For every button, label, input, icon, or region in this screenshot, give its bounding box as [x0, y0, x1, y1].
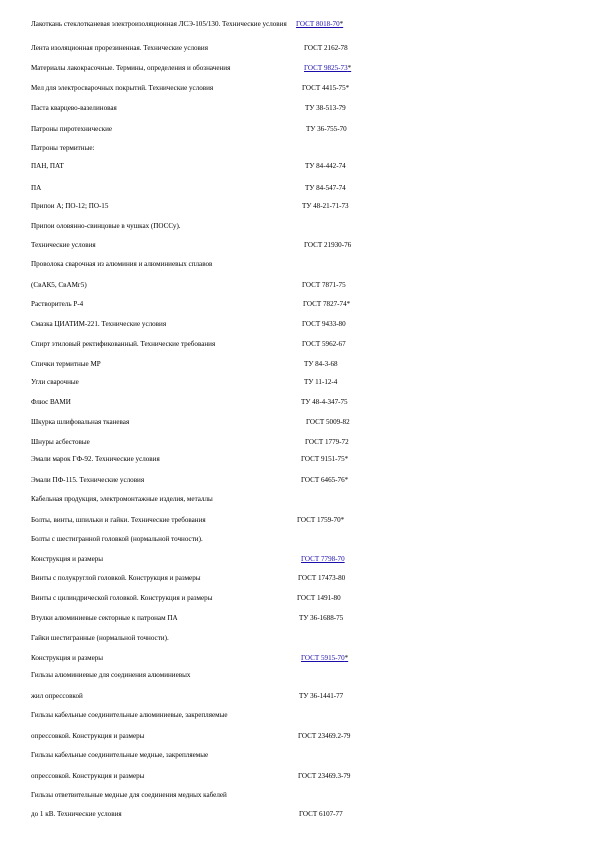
- item-name: Растворитель Р-4: [31, 300, 84, 308]
- standard-code: [305, 182, 346, 194]
- document-row: [31, 279, 571, 291]
- standard-code: [301, 474, 348, 486]
- item-name: опрессовкой. Конструкция и размеры: [31, 772, 145, 780]
- item-name: ПА: [31, 184, 42, 192]
- document-row: [31, 318, 571, 330]
- item-name: жил опрессовкой: [31, 692, 83, 700]
- item-name: Гильзы кабельные соединительные алюминиевые, закрепляемые: [31, 711, 228, 719]
- standard-code: [302, 338, 346, 350]
- document-row: [31, 493, 571, 505]
- item-name: Патроны пиротехнические: [31, 125, 113, 133]
- item-name: Спирт этиловый ректификованный. Технические требования: [31, 340, 216, 348]
- item-name: Мел для электросварочных покрытий. Технические условия: [31, 84, 214, 92]
- standard-number: ТУ 84-547-74: [305, 184, 346, 192]
- standard-number: ГОСТ 2162-78: [304, 44, 348, 52]
- document-row: [31, 102, 571, 114]
- item-name: Конструкция и размеры: [31, 555, 104, 563]
- standard-code: [297, 514, 344, 526]
- standard-suffix: *: [344, 455, 349, 463]
- standard-number: ТУ 36-1688-75: [299, 614, 344, 622]
- standard-code: [301, 396, 348, 408]
- standard-number: ГОСТ 23469.2-79: [298, 732, 351, 740]
- standard-number: ТУ 48-4-347-75: [301, 398, 348, 406]
- document-row: [31, 669, 571, 681]
- standard-code: [304, 42, 348, 54]
- standard-link[interactable]: [301, 553, 345, 565]
- document-row: [31, 808, 571, 820]
- item-name: Гильзы кабельные соединительные медные, закрепляемые: [31, 751, 209, 759]
- item-name: Гайки шестигранные (нормальной точности).: [31, 634, 169, 642]
- standard-number: ГОСТ 1759-70: [297, 516, 341, 524]
- standard-number: ГОСТ 6465-76: [301, 476, 345, 484]
- document-row: [31, 572, 571, 584]
- item-name: Паста кварцево-вазелиновая: [31, 104, 117, 112]
- standard-number: ГОСТ 7871-75: [302, 281, 346, 289]
- document-row: [31, 200, 571, 212]
- standard-number: ГОСТ 5915-70: [301, 654, 345, 662]
- standard-link[interactable]: [296, 18, 343, 30]
- standard-number: ГОСТ 1491-80: [297, 594, 341, 602]
- standard-code: [302, 279, 346, 291]
- document-row: [31, 82, 571, 94]
- item-name: Болты, винты, шпильки и гайки. Технические требования: [31, 516, 206, 524]
- document-row: [31, 239, 571, 251]
- standard-number: ТУ 36-755-70: [306, 125, 347, 133]
- item-name: Смазка ЦИАТИМ-221. Технические условия: [31, 320, 167, 328]
- standard-code: [304, 358, 338, 370]
- standard-code: [305, 436, 349, 448]
- document-row: [31, 749, 571, 761]
- item-name: до 1 кВ. Технические условия: [31, 810, 122, 818]
- standard-number: ГОСТ 9151-75: [301, 455, 345, 463]
- item-name: Лакоткань стеклотканевая электроизоляционная ЛСЭ-105/130. Технические условия: [31, 20, 287, 28]
- standard-code: [299, 612, 343, 624]
- item-name: Припои А; ПО-12; ПО-15: [31, 202, 109, 210]
- document-row: [31, 436, 571, 448]
- standard-suffix: *: [340, 516, 345, 524]
- document-row: [31, 789, 571, 801]
- document-row: [31, 182, 571, 194]
- item-name: Припои оловянно-свинцовые в чушках (ПОССу).: [31, 222, 181, 230]
- standard-number: ГОСТ 5962-67: [302, 340, 346, 348]
- item-name: Флюс ВАМИ: [31, 398, 71, 406]
- item-name: Угли сварочные: [31, 378, 79, 386]
- item-name: Патроны термитные:: [31, 144, 95, 152]
- standard-number: ГОСТ 5009-82: [306, 418, 350, 426]
- standard-code: [306, 416, 350, 428]
- standard-code: [299, 808, 343, 820]
- standard-number: ГОСТ 1779-72: [305, 438, 349, 446]
- document-row: [31, 18, 571, 30]
- standard-code: [301, 453, 348, 465]
- document-row: [31, 298, 571, 310]
- standard-code: [297, 592, 341, 604]
- standard-code: [305, 160, 346, 172]
- item-name: Гильзы алюминиевые для соединения алюминиевых: [31, 671, 191, 679]
- standard-number: ГОСТ 7798-70: [301, 555, 345, 563]
- document-row: [31, 416, 571, 428]
- item-name: Проволока сварочная из алюминия и алюминиевых сплавов: [31, 260, 213, 268]
- standard-number: ГОСТ 23469.3-79: [298, 772, 351, 780]
- standard-code: [305, 102, 346, 114]
- document-row: [31, 592, 571, 604]
- standard-code: [303, 298, 350, 310]
- document-row: [31, 338, 571, 350]
- item-name: ПАН, ПАТ: [31, 162, 64, 170]
- item-name: Эмали марок ГФ-92. Технические условия: [31, 455, 160, 463]
- standard-code: [302, 318, 346, 330]
- document-row: [31, 42, 571, 54]
- document-row: [31, 142, 571, 154]
- document-row: [31, 533, 571, 545]
- document-row: [31, 652, 571, 664]
- standard-number: ТУ 84-3-68: [304, 360, 338, 368]
- document-row: [31, 514, 571, 526]
- standard-number: ТУ 36-1441-77: [299, 692, 344, 700]
- document-row: [31, 730, 571, 742]
- standard-number: ТУ 38-513-79: [305, 104, 346, 112]
- document-row: [31, 258, 571, 270]
- standard-number: ТУ 11-12-4: [304, 378, 338, 386]
- standard-code: [304, 239, 351, 251]
- standard-code: [306, 123, 347, 135]
- item-name: опрессовкой. Конструкция и размеры: [31, 732, 145, 740]
- standard-suffix: *: [347, 64, 352, 72]
- item-name: (СвАК5, СвАМг5): [31, 281, 87, 289]
- standard-number: ГОСТ 9433-80: [302, 320, 346, 328]
- document-row: [31, 612, 571, 624]
- standard-code: [304, 376, 337, 388]
- document-row: [31, 632, 571, 644]
- document-row: [31, 220, 571, 232]
- standard-suffix: *: [346, 300, 351, 308]
- standard-code: [298, 730, 350, 742]
- standard-number: ТУ 48-21-71-73: [302, 202, 349, 210]
- document-row: [31, 123, 571, 135]
- document-row: [31, 453, 571, 465]
- standard-suffix: *: [344, 654, 349, 662]
- item-name: Материалы лакокрасочные. Термины, определения и обозначения: [31, 64, 231, 72]
- document-row: [31, 62, 571, 74]
- item-name: Шкурка шлифовальная тканевая: [31, 418, 130, 426]
- standard-number: ГОСТ 9825-73: [304, 64, 348, 72]
- standard-suffix: *: [344, 476, 349, 484]
- standard-number: ГОСТ 21930-76: [304, 241, 352, 249]
- standard-number: ГОСТ 17473-80: [298, 574, 346, 582]
- document-row: [31, 474, 571, 486]
- item-name: Технические условия: [31, 241, 96, 249]
- item-name: Кабельная продукция, электромонтажные изделия, металлы: [31, 495, 213, 503]
- standard-code: [302, 82, 349, 94]
- document-row: [31, 709, 571, 721]
- standard-number: ГОСТ 6107-77: [299, 810, 343, 818]
- document-row: [31, 690, 571, 702]
- item-name: Конструкция и размеры: [31, 654, 104, 662]
- document-row: [31, 160, 571, 172]
- document-row: [31, 358, 571, 370]
- standard-number: ТУ 84-442-74: [305, 162, 346, 170]
- item-name: Шнуры асбестовые: [31, 438, 90, 446]
- standard-code: [302, 200, 349, 212]
- item-name: Гильзы ответвительные медные для соединения медных кабелей: [31, 791, 227, 799]
- document-row: [31, 376, 571, 388]
- standard-number: ГОСТ 8018-70: [296, 20, 340, 28]
- item-name: Спички термитные МР: [31, 360, 101, 368]
- document-row: [31, 553, 571, 565]
- standard-number: ГОСТ 4415-75: [302, 84, 346, 92]
- item-name: Винты с полукруглой головкой. Конструкция и размеры: [31, 574, 201, 582]
- standard-code: [298, 770, 350, 782]
- standard-suffix: *: [345, 84, 350, 92]
- standard-code: [299, 690, 343, 702]
- standard-code: [298, 572, 345, 584]
- standard-suffix: *: [339, 20, 344, 28]
- standard-link[interactable]: [304, 62, 351, 74]
- item-name: Болты с шестигранной головкой (нормальной точности).: [31, 535, 203, 543]
- item-name: Втулки алюминиевые секторные к патронам ПА: [31, 614, 178, 622]
- standard-link[interactable]: [301, 652, 348, 664]
- item-name: Винты с цилиндрической головкой. Конструкция и размеры: [31, 594, 213, 602]
- standard-number: ГОСТ 7827-74: [303, 300, 347, 308]
- document-row: [31, 770, 571, 782]
- item-name: Лента изоляционная прорезиненная. Технические условия: [31, 44, 208, 52]
- item-name: Эмали ПФ-115. Технические условия: [31, 476, 145, 484]
- document-row: [31, 396, 571, 408]
